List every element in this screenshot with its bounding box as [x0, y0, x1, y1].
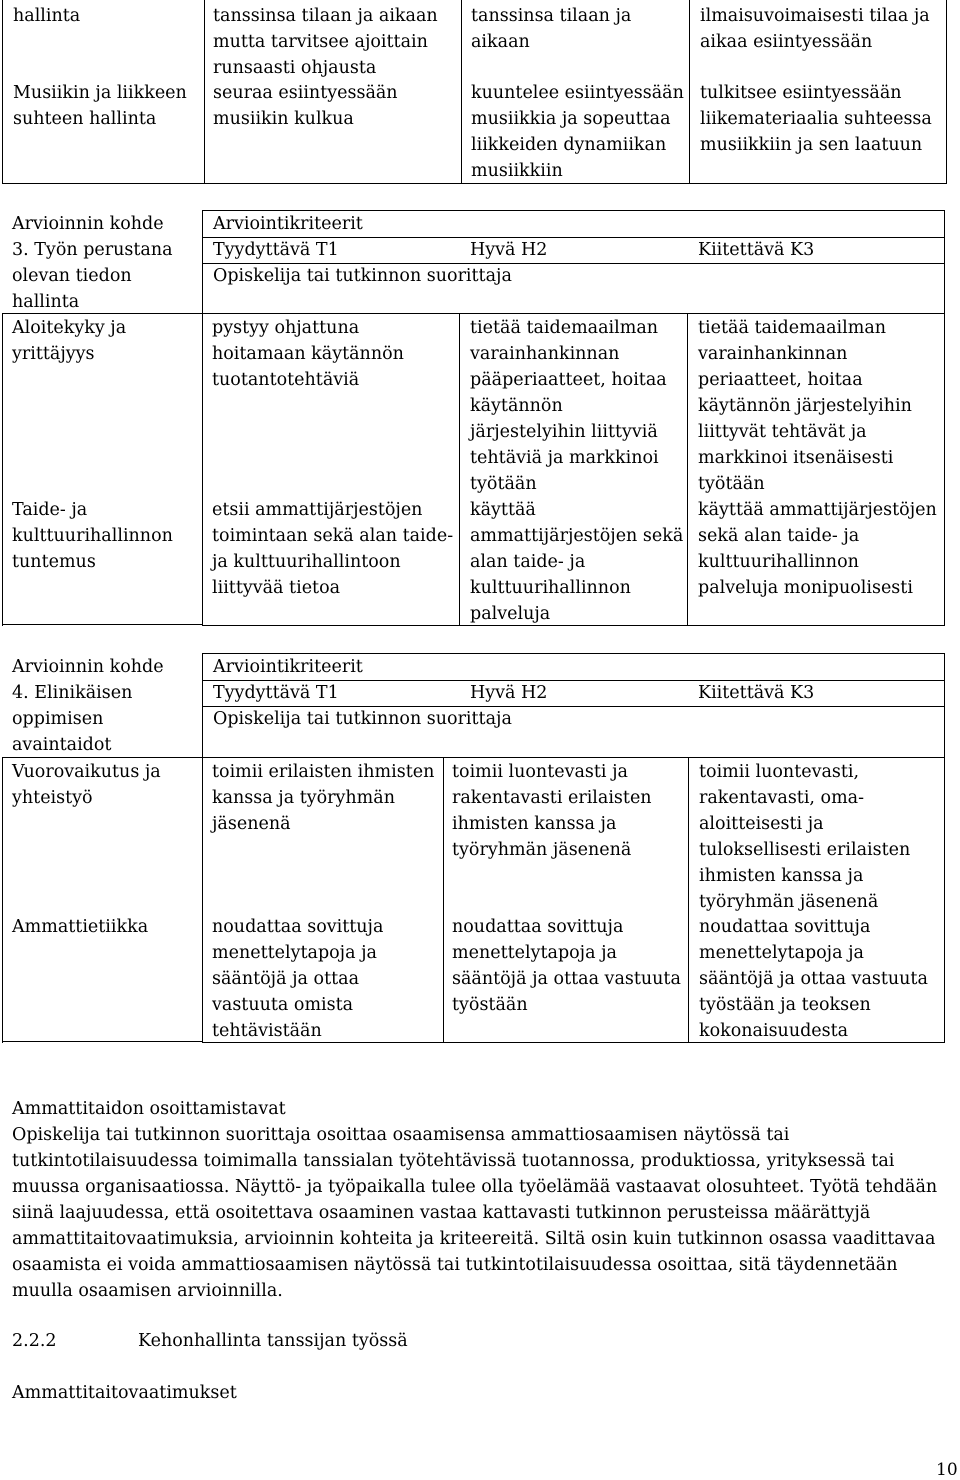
row-label: Aloitekyky ja yrittäjyys	[12, 318, 127, 364]
cell-h2: noudattaa sovittuja menettelytapoja ja sääntöjä ja ottaa vastuuta työstään	[452, 917, 681, 1015]
criteria-table-continued	[2, 0, 947, 184]
paragraph-demonstration: Opiskelija tai tutkinnon suorittaja osoittaa osaamisensa ammattiosaamisen näytössä tai tutkintotilaisuudessa toimimalla tanssialan työtehtävissä tuotannossa, produktiossa, yrityksessä tai muussa organisaatiossa. Näyttö- ja työpaikalla tulee olla työelämää vastaavat olosuhteet. Työtä tehdään siinä laajuudessa, että osoitettava osaaminen vastaa kattavasti tutkinnon perusteissa määrättyjä ammattitaitovaatimuksia, arvioinnin kohteita ja kriteereitä. Siltä osin kuin tutkinnon osassa vaadittavaa osaamista ei voida ammattiosaamisen näytössä tai tutkintotilaisuudessa osoittaa, sitä täydennetään muulla osaamisen arvioinnilla.	[12, 1125, 938, 1301]
subject-line: Opiskelija tai tutkinnon suorittaja	[213, 709, 512, 729]
cell-h2: kuuntelee esiintyessään musiikkia ja sopeuttaa liikkeiden dynamiikan musiikkiin	[471, 83, 684, 181]
cell-k3: noudattaa sovittuja menettelytapoja ja sääntöjä ja ottaa vastuuta työstään ja teoksen kokonaisuudesta	[699, 917, 928, 1041]
section-heading: Kehonhallinta tanssijan työssä	[138, 1331, 408, 1351]
row-label: Vuorovaikutus ja yhteistyö	[12, 762, 161, 808]
grade-t1: Tyydyttävä T1	[213, 683, 339, 703]
header-assessment-target: Arvioinnin kohde	[12, 657, 164, 677]
header-criteria: Arviointikriteerit	[213, 214, 363, 234]
heading-requirements: Ammattitaitovaatimukset	[12, 1383, 237, 1403]
grade-k3: Kiitettävä K3	[698, 683, 815, 703]
grade-h2: Hyvä H2	[470, 240, 548, 260]
cell-t1: tanssinsa tilaan ja aikaan mutta tarvitsee ajoittain runsaasti ohjausta	[213, 6, 438, 78]
heading-demonstration-methods: Ammattitaidon osoittamistavat	[12, 1099, 286, 1119]
cell-t1: toimii erilaisten ihmisten kanssa ja työryhmän jäsenenä	[212, 762, 435, 834]
header-criteria: Arviointikriteerit	[213, 657, 363, 677]
grade-t1: Tyydyttävä T1	[213, 240, 339, 260]
cell-t1: seuraa esiintyessään musiikin kulkua	[213, 83, 398, 129]
cell-k3: ilmaisuvoimaisesti tilaa ja aikaa esiintyessään	[700, 6, 930, 52]
cell-h2: tanssinsa tilaan ja aikaan	[471, 6, 632, 52]
subject-line: Opiskelija tai tutkinnon suorittaja	[213, 266, 512, 286]
cell-k3: käyttää ammattijärjestöjen sekä alan taide- ja kulttuurihallinnon palveluja monipuolisesti	[698, 500, 937, 598]
cell-k3: tulkitsee esiintyessään liikemateriaalia suhteessa musiikkiin ja sen laatuun	[700, 83, 932, 155]
section-number: 2.2.2	[12, 1331, 57, 1351]
grade-k3: Kiitettävä K3	[698, 240, 815, 260]
cell-t1: etsii ammattijärjestöjen toimintaan sekä alan taide- ja kulttuurihallintoon liittyvää tietoa	[212, 500, 454, 598]
cell-h2: käyttää ammattijärjestöjen sekä alan taide- ja kulttuurihallinnon palveluja	[470, 500, 684, 624]
cell-h2: toimii luontevasti ja rakentavasti erilaisten ihmisten kanssa ja työryhmän jäsenenä	[452, 762, 652, 860]
cell-t1: pystyy ohjattuna hoitamaan käytännön tuotantotehtäviä	[212, 318, 404, 390]
row-label: Ammattietiikka	[12, 917, 149, 937]
cell-k3: tietää taidemaailman varainhankinnan periaatteet, hoitaa käytännön järjestelyihin liittyvät tehtävät ja markkinoi itsenäisesti työtään	[698, 318, 912, 494]
grade-h2: Hyvä H2	[470, 683, 548, 703]
row-label: Musiikin ja liikkeen suhteen hallinta	[13, 83, 187, 129]
row-label: hallinta	[13, 6, 81, 26]
cell-t1: noudattaa sovittuja menettelytapoja ja sääntöjä ja ottaa vastuuta omista tehtävistään	[212, 917, 384, 1041]
cell-k3: toimii luontevasti, rakentavasti, oma- aloitteisesti ja tuloksellisesti erilaisten ihmisten kanssa ja työryhmän jäsenenä	[699, 762, 911, 912]
section-title: 3. Työn perustana olevan tiedon hallinta	[12, 240, 173, 312]
header-assessment-target: Arvioinnin kohde	[12, 214, 164, 234]
row-label: Taide- ja kulttuurihallinnon tuntemus	[12, 500, 173, 572]
cell-h2: tietää taidemaailman varainhankinnan pääperiaatteet, hoitaa käytännön järjestelyihin liittyviä tehtäviä ja markkinoi työtään	[470, 318, 667, 494]
section-title: 4. Elinikäisen oppimisen avaintaidot	[12, 683, 133, 755]
page-number: 10	[936, 1460, 958, 1480]
